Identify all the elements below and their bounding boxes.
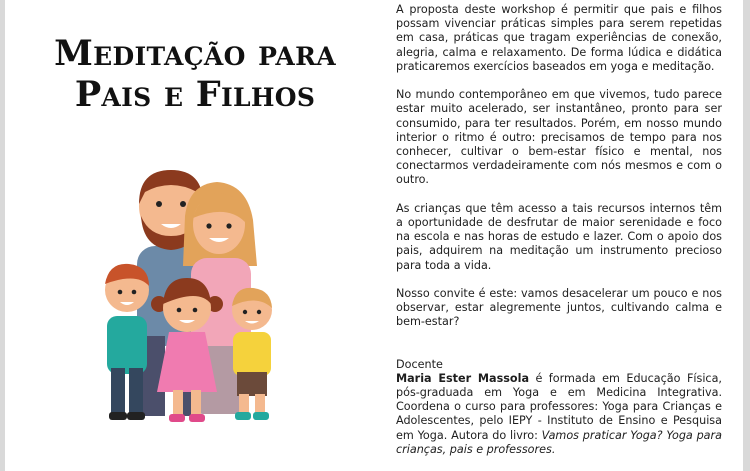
docente-description: é formada em Educação Física, pós-graduada em Yoga e em Medicina Integrativa. Coordena o curso para professores: Yoga para Crianças e Adolescentes, pelo IEPY - Instituto de Ensino e Pesquisa em Yoga. Autora do livro: <box>396 371 722 442</box>
book-title: Vamos praticar Yoga? Yoga para crianças, pais e professores. <box>396 428 722 456</box>
document-page <box>5 0 743 471</box>
title-line-2: Pais e Filhos <box>74 73 316 115</box>
body-text <box>396 3 722 457</box>
paragraph-intro: A proposta deste workshop é permitir que pais e filhos possam vivenciar práticas simples para serem repetidas em casa, práticas que tragam experiências de conexão, alegria, calma e relaxamento. De forma lúdica e didática praticaremos exercícios baseados em yoga e meditação. <box>396 3 722 73</box>
page-title <box>25 34 365 115</box>
docente-bio <box>396 372 722 457</box>
boy-left-figure <box>105 264 149 420</box>
paragraph-modern-world: No mundo contemporâneo em que vivemos, tudo parece estar muito acelerado, ser instantâneo, pronto para ser consumido, para ter resultados. Porém, em nosso mundo interior o ritmo é outro: precisamos de tempo para nos conhecer, cultivar o bem-estar físico e mental, nos conectarmos verdadeiramente com nós mesmos e com o outro. <box>396 88 722 187</box>
family-illustration-icon <box>97 166 287 428</box>
title-line-1: Meditação para <box>54 33 336 74</box>
paragraph-children: As crianças que têm acesso a tais recursos internos têm a oportunidade de desfrutar de maior serenidade e foco na escola e nas horas de estudo e lazer. Com o apoio dos pais, adquirem na meditação um instrumento precioso para toda a vida. <box>396 201 722 272</box>
paragraph-invitation: Nosso convite é este: vamos desacelerar um pouco e nos observar, estar alegremente juntos, cultivando calma e bem-estar? <box>396 287 722 329</box>
docente-name: Maria Ester Massola <box>396 371 529 385</box>
docente-label: Docente <box>396 357 443 371</box>
